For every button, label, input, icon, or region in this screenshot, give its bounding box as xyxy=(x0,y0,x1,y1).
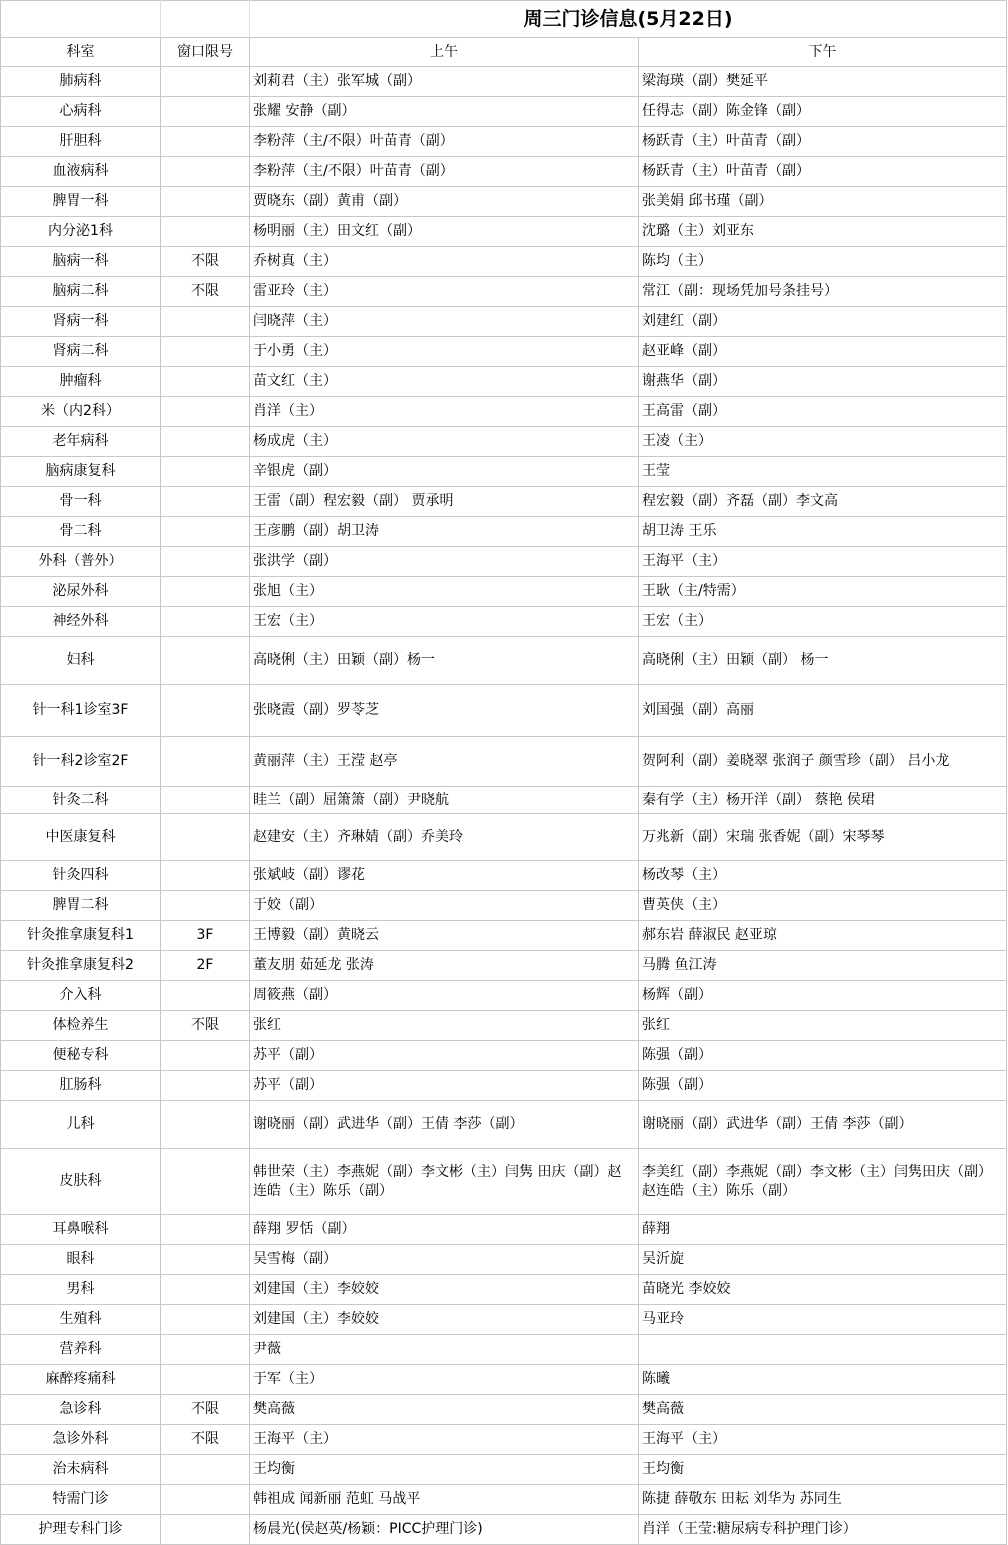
am-cell[interactable]: 张斌岐（副）谬花 xyxy=(250,861,639,891)
title-corner-cell[interactable] xyxy=(1,1,161,38)
limit-cell[interactable] xyxy=(161,891,250,921)
limit-cell[interactable] xyxy=(161,397,250,427)
table-row xyxy=(1,891,1007,921)
limit-cell[interactable] xyxy=(161,1101,250,1149)
am-cell[interactable]: 苏平（副） xyxy=(250,1041,639,1071)
limit-cell[interactable] xyxy=(161,787,250,814)
limit-cell[interactable] xyxy=(161,517,250,547)
pm-cell[interactable]: 贺阿利（副）姜晓翠 张润子 颜雪珍（副） 吕小龙 xyxy=(639,737,1007,787)
dept-cell[interactable]: 中医康复科 xyxy=(1,814,161,861)
am-cell[interactable]: 董友朋 茹延龙 张涛 xyxy=(250,951,639,981)
limit-cell[interactable]: 不限 xyxy=(161,277,250,307)
dept-cell[interactable]: 治未病科 xyxy=(1,1455,161,1485)
pm-cell[interactable]: 樊高薇 xyxy=(639,1395,1007,1425)
sheet-title[interactable]: 周三门诊信息(5月22日) xyxy=(250,1,1007,38)
dept-cell[interactable]: 脑病二科 xyxy=(1,277,161,307)
pm-cell[interactable]: 高晓俐（主）田颖（副） 杨一 xyxy=(639,637,1007,685)
dept-cell[interactable]: 急诊科 xyxy=(1,1395,161,1425)
limit-cell[interactable] xyxy=(161,337,250,367)
table-row xyxy=(1,1515,1007,1545)
title-row xyxy=(1,1,1007,38)
dept-cell[interactable]: 男科 xyxy=(1,1275,161,1305)
pm-cell[interactable]: 梁海瑛（副）樊延平 xyxy=(639,67,1007,97)
am-cell[interactable]: 乔树真（主） xyxy=(250,247,639,277)
am-cell[interactable]: 樊高薇 xyxy=(250,1395,639,1425)
pm-cell[interactable]: 张美娟 邱书瑾（副） xyxy=(639,187,1007,217)
pm-cell[interactable]: 陈强（副） xyxy=(639,1041,1007,1071)
pm-cell[interactable]: 刘建红（副） xyxy=(639,307,1007,337)
dept-cell[interactable]: 针一科2诊室2F xyxy=(1,737,161,787)
dept-cell[interactable]: 体检养生 xyxy=(1,1011,161,1041)
pm-cell[interactable]: 杨辉（副） xyxy=(639,981,1007,1011)
am-cell[interactable]: 王海平（主） xyxy=(250,1425,639,1455)
am-cell[interactable]: 张旭（主） xyxy=(250,577,639,607)
dept-cell[interactable]: 眼科 xyxy=(1,1245,161,1275)
pm-cell[interactable]: 王莹 xyxy=(639,457,1007,487)
dept-cell[interactable]: 米（内2科） xyxy=(1,397,161,427)
limit-cell[interactable] xyxy=(161,1071,250,1101)
dept-cell[interactable]: 针灸推拿康复科2 xyxy=(1,951,161,981)
pm-cell[interactable]: 薛翔 xyxy=(639,1215,1007,1245)
table-row xyxy=(1,217,1007,247)
limit-cell[interactable]: 不限 xyxy=(161,1011,250,1041)
limit-cell[interactable] xyxy=(161,861,250,891)
pm-cell[interactable]: 王宏（主） xyxy=(639,607,1007,637)
limit-cell[interactable] xyxy=(161,457,250,487)
limit-cell[interactable]: 不限 xyxy=(161,1395,250,1425)
dept-cell[interactable]: 血液病科 xyxy=(1,157,161,187)
pm-cell[interactable]: 王均衡 xyxy=(639,1455,1007,1485)
am-cell[interactable]: 雷亚玲（主） xyxy=(250,277,639,307)
title-corner-cell[interactable] xyxy=(161,1,250,38)
table-row xyxy=(1,685,1007,737)
am-cell[interactable]: 王宏（主） xyxy=(250,607,639,637)
table-row xyxy=(1,97,1007,127)
dept-cell[interactable]: 便秘专科 xyxy=(1,1041,161,1071)
am-cell[interactable]: 李粉萍（主/不限）叶苗青（副） xyxy=(250,157,639,187)
header-pm[interactable]: 下午 xyxy=(639,38,1007,67)
dept-cell[interactable]: 儿科 xyxy=(1,1101,161,1149)
limit-cell[interactable] xyxy=(161,157,250,187)
table-row xyxy=(1,737,1007,787)
am-cell[interactable]: 苗文红（主） xyxy=(250,367,639,397)
table-row xyxy=(1,787,1007,814)
table-row xyxy=(1,427,1007,457)
dept-cell[interactable]: 针灸四科 xyxy=(1,861,161,891)
dept-cell[interactable]: 脾胃二科 xyxy=(1,891,161,921)
am-cell[interactable]: 杨明丽（主）田文红（副） xyxy=(250,217,639,247)
am-cell[interactable]: 黄丽萍（主）王滢 赵亭 xyxy=(250,737,639,787)
table-row xyxy=(1,1071,1007,1101)
am-cell[interactable]: 韩世荣（主）李燕妮（副）李文彬（主）闫隽 田庆（副）赵连皓（主）陈乐（副） xyxy=(250,1149,639,1215)
pm-cell[interactable]: 陈捷 薛敬东 田耘 刘华为 苏同生 xyxy=(639,1485,1007,1515)
limit-cell[interactable] xyxy=(161,577,250,607)
pm-cell[interactable]: 程宏毅（副）齐磊（副）李文高 xyxy=(639,487,1007,517)
dept-cell[interactable]: 特需门诊 xyxy=(1,1485,161,1515)
am-cell[interactable]: 尹薇 xyxy=(250,1335,639,1365)
am-cell[interactable]: 薛翔 罗恬（副） xyxy=(250,1215,639,1245)
pm-cell[interactable]: 陈均（主） xyxy=(639,247,1007,277)
dept-cell[interactable]: 肾病一科 xyxy=(1,307,161,337)
table-row xyxy=(1,607,1007,637)
am-cell[interactable]: 张红 xyxy=(250,1011,639,1041)
table-row xyxy=(1,157,1007,187)
dept-cell[interactable]: 针灸推拿康复科1 xyxy=(1,921,161,951)
pm-cell[interactable]: 任得志（副）陈金锋（副） xyxy=(639,97,1007,127)
limit-cell[interactable] xyxy=(161,1245,250,1275)
limit-cell[interactable] xyxy=(161,1335,250,1365)
pm-cell[interactable]: 刘国强（副）高丽 xyxy=(639,685,1007,737)
dept-cell[interactable]: 内分泌1科 xyxy=(1,217,161,247)
pm-cell[interactable]: 万兆新（副）宋瑞 张香妮（副）宋琴琴 xyxy=(639,814,1007,861)
header-limit[interactable]: 窗口限号 xyxy=(161,38,250,67)
am-cell[interactable]: 杨成虎（主） xyxy=(250,427,639,457)
dept-cell[interactable]: 脾胃一科 xyxy=(1,187,161,217)
header-am[interactable]: 上午 xyxy=(250,38,639,67)
am-cell[interactable]: 王雷（副）程宏毅（副） 贾承明 xyxy=(250,487,639,517)
pm-cell[interactable]: 陈强（副） xyxy=(639,1071,1007,1101)
dept-cell[interactable]: 妇科 xyxy=(1,637,161,685)
table-row xyxy=(1,127,1007,157)
dept-cell[interactable]: 生殖科 xyxy=(1,1305,161,1335)
pm-cell[interactable]: 王海平（主） xyxy=(639,547,1007,577)
dept-cell[interactable]: 骨一科 xyxy=(1,487,161,517)
limit-cell[interactable] xyxy=(161,547,250,577)
table-row xyxy=(1,517,1007,547)
table-row xyxy=(1,1365,1007,1395)
pm-cell[interactable]: 赵亚峰（副） xyxy=(639,337,1007,367)
pm-cell[interactable]: 杨跃青（主）叶苗青（副） xyxy=(639,157,1007,187)
am-cell[interactable]: 谢晓丽（副）武进华（副）王倩 李莎（副） xyxy=(250,1101,639,1149)
pm-cell[interactable]: 马腾 鱼江涛 xyxy=(639,951,1007,981)
am-cell[interactable]: 刘莉君（主）张军城（副） xyxy=(250,67,639,97)
limit-cell[interactable] xyxy=(161,97,250,127)
dept-cell[interactable]: 耳鼻喉科 xyxy=(1,1215,161,1245)
table-row xyxy=(1,1041,1007,1071)
pm-cell[interactable] xyxy=(639,1335,1007,1365)
table-row xyxy=(1,1455,1007,1485)
table-row xyxy=(1,487,1007,517)
table-row xyxy=(1,1245,1007,1275)
pm-cell[interactable]: 谢燕华（副） xyxy=(639,367,1007,397)
pm-cell[interactable]: 王海平（主） xyxy=(639,1425,1007,1455)
table-row xyxy=(1,337,1007,367)
pm-cell[interactable]: 秦有学（主）杨开洋（副） 蔡艳 侯珺 xyxy=(639,787,1007,814)
dept-cell[interactable]: 介入科 xyxy=(1,981,161,1011)
pm-cell[interactable]: 苗晓光 李姣姣 xyxy=(639,1275,1007,1305)
table-row xyxy=(1,547,1007,577)
am-cell[interactable]: 肖洋（主） xyxy=(250,397,639,427)
limit-cell[interactable]: 不限 xyxy=(161,1425,250,1455)
dept-cell[interactable]: 肝胆科 xyxy=(1,127,161,157)
limit-cell[interactable] xyxy=(161,187,250,217)
pm-cell[interactable]: 王凌（主） xyxy=(639,427,1007,457)
dept-cell[interactable]: 心病科 xyxy=(1,97,161,127)
pm-cell[interactable]: 曹英侠（主） xyxy=(639,891,1007,921)
dept-cell[interactable]: 脑病一科 xyxy=(1,247,161,277)
dept-cell[interactable]: 针灸二科 xyxy=(1,787,161,814)
limit-cell[interactable] xyxy=(161,1515,250,1545)
table-row xyxy=(1,1011,1007,1041)
dept-cell[interactable]: 老年病科 xyxy=(1,427,161,457)
limit-cell[interactable] xyxy=(161,637,250,685)
limit-cell[interactable] xyxy=(161,367,250,397)
table-row xyxy=(1,1275,1007,1305)
table-row xyxy=(1,951,1007,981)
table-row xyxy=(1,1395,1007,1425)
limit-cell[interactable] xyxy=(161,1215,250,1245)
pm-cell[interactable]: 杨跃青（主）叶苗青（副） xyxy=(639,127,1007,157)
table-row xyxy=(1,247,1007,277)
am-cell[interactable]: 贾晓东（副）黄甫（副） xyxy=(250,187,639,217)
table-row xyxy=(1,921,1007,951)
table-row xyxy=(1,307,1007,337)
pm-cell[interactable]: 谢晓丽（副）武进华（副）王倩 李莎（副） xyxy=(639,1101,1007,1149)
table-row xyxy=(1,1485,1007,1515)
pm-cell[interactable]: 陈曦 xyxy=(639,1365,1007,1395)
am-cell[interactable]: 张耀 安静（副） xyxy=(250,97,639,127)
dept-cell[interactable]: 针一科1诊室3F xyxy=(1,685,161,737)
am-cell[interactable]: 苏平（副） xyxy=(250,1071,639,1101)
am-cell[interactable]: 辛银虎（副） xyxy=(250,457,639,487)
table-row xyxy=(1,861,1007,891)
am-cell[interactable]: 王均衡 xyxy=(250,1455,639,1485)
pm-cell[interactable]: 李美红（副）李燕妮（副）李文彬（主）闫隽田庆（副）赵连皓（主）陈乐（副） xyxy=(639,1149,1007,1215)
dept-cell[interactable]: 骨二科 xyxy=(1,517,161,547)
limit-cell[interactable] xyxy=(161,1305,250,1335)
table-row xyxy=(1,637,1007,685)
am-cell[interactable]: 王彦鹏（副）胡卫涛 xyxy=(250,517,639,547)
header-row xyxy=(1,38,1007,67)
table-row xyxy=(1,1305,1007,1335)
limit-cell[interactable]: 3F xyxy=(161,921,250,951)
am-cell[interactable]: 于小勇（主） xyxy=(250,337,639,367)
am-cell[interactable]: 杨晨光(侯赵英/杨颖：PICC护理门诊) xyxy=(250,1515,639,1545)
am-cell[interactable]: 周筱燕（副） xyxy=(250,981,639,1011)
table-row xyxy=(1,67,1007,97)
table-row xyxy=(1,277,1007,307)
header-dept[interactable]: 科室 xyxy=(1,38,161,67)
table-row xyxy=(1,814,1007,861)
am-cell[interactable]: 闫晓萍（主） xyxy=(250,307,639,337)
dept-cell[interactable]: 急诊外科 xyxy=(1,1425,161,1455)
limit-cell[interactable] xyxy=(161,127,250,157)
limit-cell[interactable] xyxy=(161,67,250,97)
am-cell[interactable]: 赵建安（主）齐琳婧（副）乔美玲 xyxy=(250,814,639,861)
limit-cell[interactable] xyxy=(161,607,250,637)
am-cell[interactable]: 张洪学（副） xyxy=(250,547,639,577)
limit-cell[interactable] xyxy=(161,1365,250,1395)
pm-cell[interactable]: 肖洋（王莹:糖尿病专科护理门诊） xyxy=(639,1515,1007,1545)
table-row xyxy=(1,1215,1007,1245)
limit-cell[interactable] xyxy=(161,981,250,1011)
limit-cell[interactable] xyxy=(161,1275,250,1305)
am-cell[interactable]: 吴雪梅（副） xyxy=(250,1245,639,1275)
pm-cell[interactable]: 杨改琴（主） xyxy=(639,861,1007,891)
pm-cell[interactable]: 胡卫涛 王乐 xyxy=(639,517,1007,547)
dept-cell[interactable]: 脑病康复科 xyxy=(1,457,161,487)
am-cell[interactable]: 刘建国（主）李姣姣 xyxy=(250,1275,639,1305)
dept-cell[interactable]: 皮肤科 xyxy=(1,1149,161,1215)
am-cell[interactable]: 王博毅（副）黄晓云 xyxy=(250,921,639,951)
limit-cell[interactable] xyxy=(161,1041,250,1071)
limit-cell[interactable] xyxy=(161,737,250,787)
am-cell[interactable]: 于姣（副） xyxy=(250,891,639,921)
dept-cell[interactable]: 泌尿外科 xyxy=(1,577,161,607)
pm-cell[interactable]: 沈璐（主）刘亚东 xyxy=(639,217,1007,247)
dept-cell[interactable]: 肿瘤科 xyxy=(1,367,161,397)
pm-cell[interactable]: 王耿（主/特需） xyxy=(639,577,1007,607)
table-row xyxy=(1,1425,1007,1455)
pm-cell[interactable]: 马亚玲 xyxy=(639,1305,1007,1335)
table-row xyxy=(1,187,1007,217)
limit-cell[interactable] xyxy=(161,814,250,861)
limit-cell[interactable] xyxy=(161,307,250,337)
dept-cell[interactable]: 肺病科 xyxy=(1,67,161,97)
am-cell[interactable]: 张晓霞（副）罗苓芝 xyxy=(250,685,639,737)
pm-cell[interactable]: 张红 xyxy=(639,1011,1007,1041)
am-cell[interactable]: 高晓俐（主）田颖（副）杨一 xyxy=(250,637,639,685)
limit-cell[interactable] xyxy=(161,1149,250,1215)
limit-cell[interactable]: 2F xyxy=(161,951,250,981)
pm-cell[interactable]: 吴沂旋 xyxy=(639,1245,1007,1275)
limit-cell[interactable] xyxy=(161,217,250,247)
table-row xyxy=(1,577,1007,607)
table-row xyxy=(1,1149,1007,1215)
am-cell[interactable]: 李粉萍（主/不限）叶苗青（副） xyxy=(250,127,639,157)
pm-cell[interactable]: 郝东岩 薛淑民 赵亚琼 xyxy=(639,921,1007,951)
limit-cell[interactable] xyxy=(161,427,250,457)
table-row xyxy=(1,981,1007,1011)
dept-cell[interactable]: 肛肠科 xyxy=(1,1071,161,1101)
limit-cell[interactable] xyxy=(161,1485,250,1515)
dept-cell[interactable]: 肾病二科 xyxy=(1,337,161,367)
table-row xyxy=(1,367,1007,397)
table-row xyxy=(1,397,1007,427)
pm-cell[interactable]: 王高雷（副） xyxy=(639,397,1007,427)
table-row xyxy=(1,1335,1007,1365)
limit-cell[interactable]: 不限 xyxy=(161,247,250,277)
am-cell[interactable]: 韩祖成 闻新丽 范虹 马战平 xyxy=(250,1485,639,1515)
dept-cell[interactable]: 营养科 xyxy=(1,1335,161,1365)
dept-cell[interactable]: 麻醉疼痛科 xyxy=(1,1365,161,1395)
table-row xyxy=(1,457,1007,487)
dept-cell[interactable]: 神经外科 xyxy=(1,607,161,637)
am-cell[interactable]: 眭兰（副）屈箫箫（副）尹晓航 xyxy=(250,787,639,814)
limit-cell[interactable] xyxy=(161,1455,250,1485)
am-cell[interactable]: 于军（主） xyxy=(250,1365,639,1395)
dept-cell[interactable]: 外科（普外） xyxy=(1,547,161,577)
am-cell[interactable]: 刘建国（主）李姣姣 xyxy=(250,1305,639,1335)
limit-cell[interactable] xyxy=(161,685,250,737)
dept-cell[interactable]: 护理专科门诊 xyxy=(1,1515,161,1545)
table-row xyxy=(1,1101,1007,1149)
limit-cell[interactable] xyxy=(161,487,250,517)
pm-cell[interactable]: 常江（副：现场凭加号条挂号） xyxy=(639,277,1007,307)
